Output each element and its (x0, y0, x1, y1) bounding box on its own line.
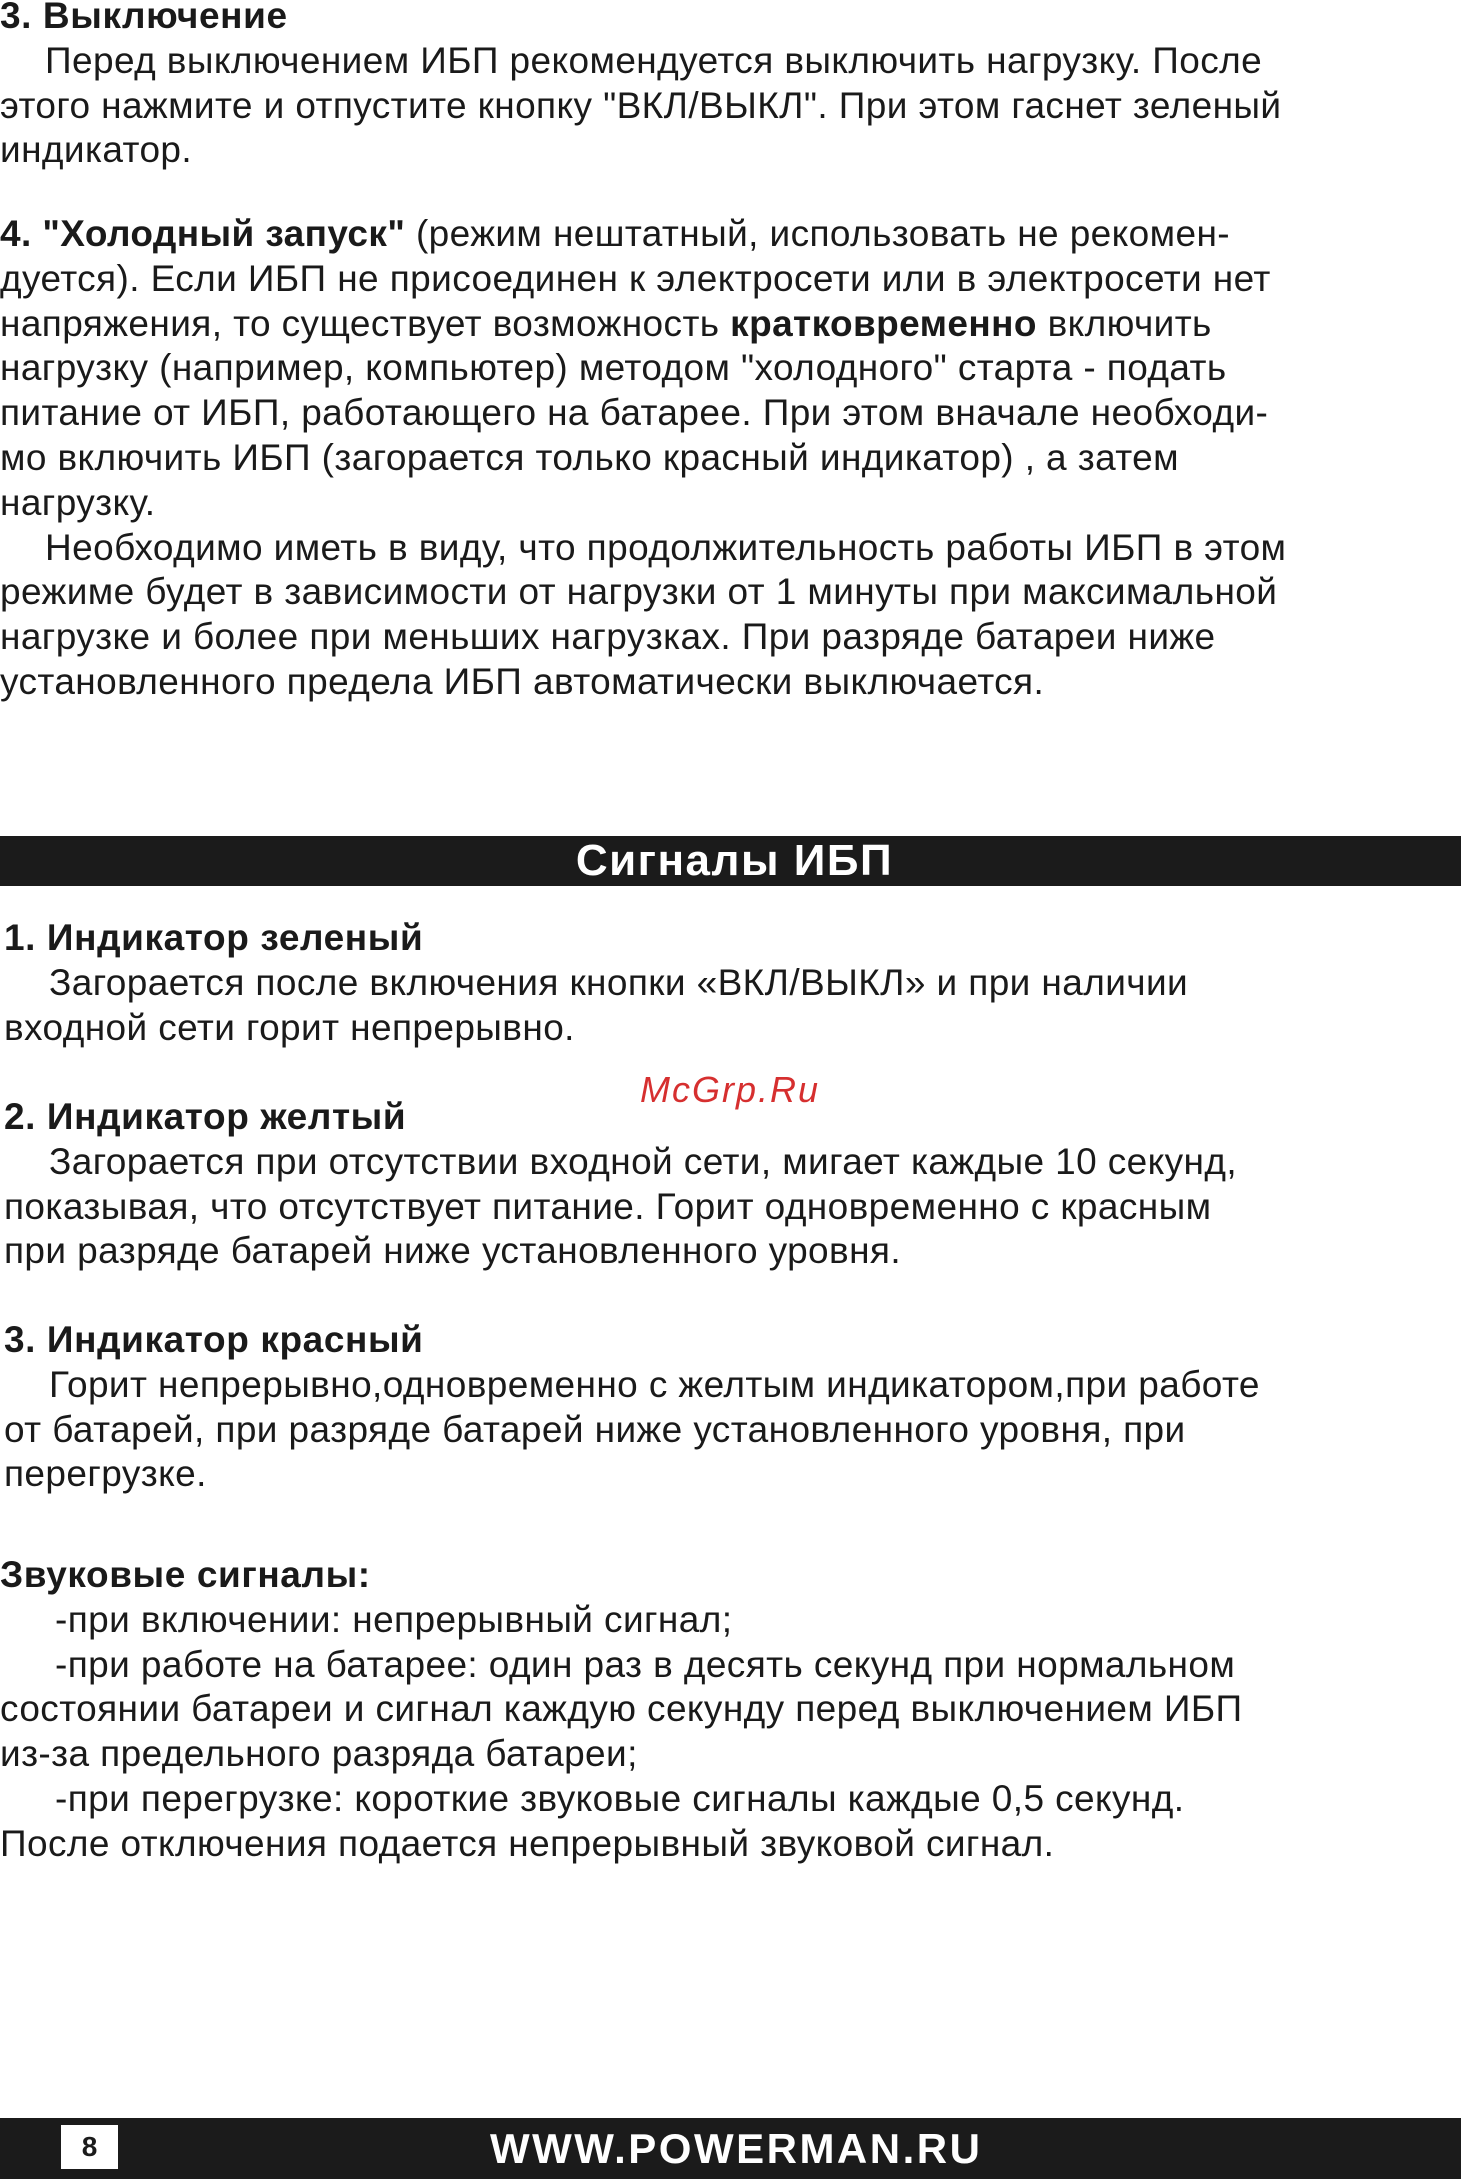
indicator-green (4, 916, 1464, 1050)
paragraph-line: при разряде батарей ниже установленного уровня. (4, 1230, 902, 1272)
paragraph-line: Горит непрерывно,одновременно с желтым индикатором,при работе (49, 1363, 1260, 1405)
paragraph-line: от батарей, при разряде батарей ниже установленного уровня, при (4, 1408, 1186, 1450)
paragraph-line: установленного предела ИБП автоматически выключается. (0, 660, 1045, 702)
paragraph-line: нагрузку. (0, 481, 156, 523)
paragraph-line: нагрузку (например, компьютер) методом "холодного" старта - подать (0, 347, 1227, 389)
paragraph-line: входной сети горит непрерывно. (4, 1006, 575, 1048)
paragraph-line (0, 212, 1464, 257)
indicator-red (4, 1318, 1464, 1497)
sound-signals (0, 1553, 1464, 1867)
list-item: -при перегрузке: короткие звуковые сигналы каждые 0,5 секунд. (55, 1777, 1185, 1819)
paragraph-line: мо включить ИБП (загорается только красный индикатор) , а затем (0, 436, 1179, 478)
page-number-box (61, 2125, 118, 2169)
section-heading: 2. Индикатор желтый (4, 1096, 407, 1137)
paragraph-line (0, 302, 1464, 347)
inline-text: напряжения, то существует возможность (0, 302, 731, 344)
banner-title: Сигналы ИБП (575, 836, 894, 885)
paragraph-line: дуется). Если ИБП не присоединен к электросети или в электросети нет (0, 257, 1271, 299)
section-heading: 3. Выключение (0, 0, 288, 36)
paragraph-line: Загорается после включения кнопки «ВКЛ/ВЫКЛ» и при наличии (49, 961, 1189, 1003)
paragraph-line: из-за предельного разряда батареи; (0, 1733, 638, 1775)
paragraph-line: Загорается при отсутствии входной сети, мигает каждые 10 секунд, (49, 1140, 1238, 1182)
paragraph-line: нагрузке и более при меньших нагрузках. При разряде батареи ниже (0, 616, 1216, 658)
paragraph-line: питание от ИБП, работающего на батарее. При этом вначале необходи- (0, 392, 1269, 434)
list-item: -при включении: непрерывный сигнал; (55, 1598, 733, 1640)
paragraph-line: режиме будет в зависимости от нагрузки от 1 минуты при максимальной (0, 571, 1278, 613)
section-heading: 4. "Холодный запуск" (0, 213, 406, 254)
website-link: WWW.POWERMAN.RU (490, 2125, 983, 2172)
section-heading: 1. Индикатор зеленый (4, 917, 424, 958)
paragraph-line: После отключения подается непрерывный звуковой сигнал. (0, 1822, 1055, 1864)
paragraph-line: Перед выключением ИБП рекомендуется выключить нагрузку. После (45, 39, 1263, 81)
page-number: 8 (81, 2131, 98, 2162)
indicator-yellow (4, 1095, 1464, 1274)
paragraph-line: индикатор. (0, 129, 193, 171)
section-banner (0, 836, 1461, 886)
paragraph-line: этого нажмите и отпустите кнопку "ВКЛ/ВЫКЛ". При этом гаснет зеленый (0, 84, 1282, 126)
section-cold-start (0, 212, 1464, 705)
section-heading: Звуковые сигналы: (0, 1554, 371, 1595)
paragraph-line: состоянии батареи и сигнал каждую секунду перед выключением ИБП (0, 1688, 1243, 1730)
paragraph-line: перегрузке. (4, 1453, 207, 1495)
page-footer (0, 2118, 1461, 2179)
paragraph-line: Необходимо иметь в виду, что продолжительность работы ИБП в этом (45, 526, 1287, 568)
watermark: McGrp.Ru (640, 1069, 821, 1110)
inline-text: (режим нештатный, использовать не рекомен- (405, 213, 1230, 254)
paragraph-line: показывая, что отсутствует питание. Горит одновременно с красным (4, 1185, 1212, 1227)
list-item: -при работе на батарее: один раз в десять секунд при нормальном (55, 1643, 1236, 1685)
emphasis-text: кратковременно (730, 302, 1037, 344)
section-heading: 3. Индикатор красный (4, 1319, 424, 1360)
section-shutdown (0, 0, 1464, 173)
inline-text: включить (1036, 302, 1212, 344)
